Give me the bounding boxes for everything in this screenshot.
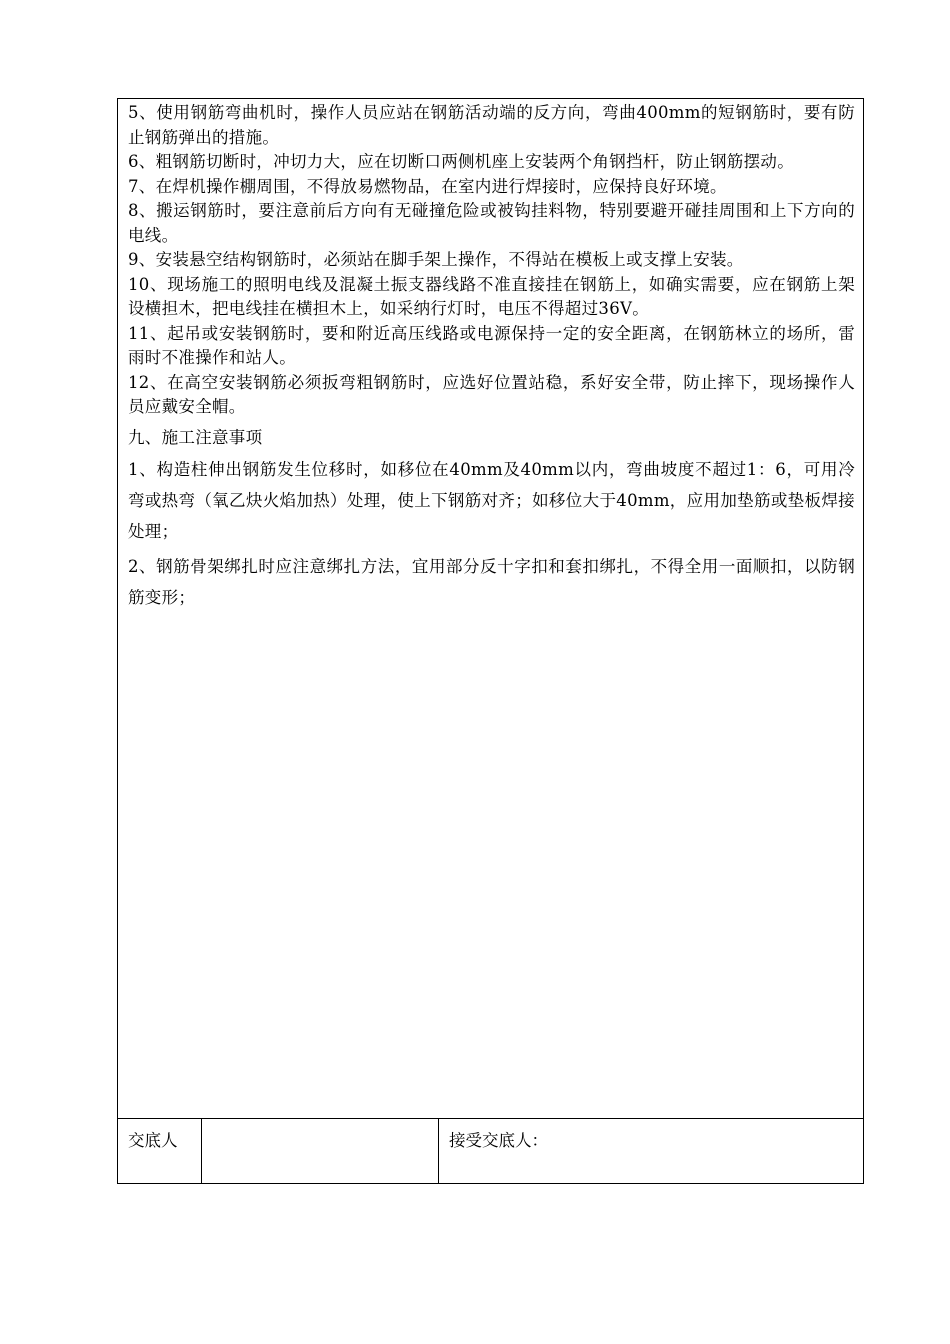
signature-row [118,1119,863,1183]
note-item-1: 1、构造柱伸出钢筋发生位移时，如移位在40mm及40mm以内，弯曲坡度不超过1：6，可用冷弯或热弯（氧乙炔火焰加热）处理，使上下钢筋对齐；如移位大于40mm，应用加垫筋或垫板焊接处理； [128,459,855,541]
handover-form-table [117,98,864,1184]
receiver-person-field[interactable]: 接受交底人： [449,1131,548,1150]
safety-item-7: 7、在焊机操作棚周围，不得放易燃物品，在室内进行焊接时，应保持良好环境。 [128,176,727,196]
note-item-2: 2、钢筋骨架绑扎时应注意绑扎方法，宜用部分反十字扣和套扣绑扎，不得全用一面顺扣，以防钢筋变形； [128,556,855,607]
safety-item-9: 9、安装悬空结构钢筋时，必须站在脚手架上操作，不得站在模板上或支撑上安装。 [128,250,744,269]
safety-item-11: 11、起吊或安装钢筋时，要和附近高压线路或电源保持一定的安全距离，在钢筋林立的场所，雷雨时不准操作和站人。 [128,323,855,367]
handover-person-label: 交底人 [118,1119,202,1183]
safety-item-12: 12、在高空安装钢筋必须扳弯粗钢筋时，应选好位置站稳，系好安全带，防止摔下，现场操作人员应戴安全帽。 [128,372,855,416]
handover-person-field[interactable] [202,1119,439,1183]
safety-item-5: 5、使用钢筋弯曲机时，操作人员应站在钢筋活动端的反方向，弯曲400mm的短钢筋时，要有防止钢筋弹出的措施。 [128,103,855,147]
section-title: 九、施工注意事项 [128,427,263,447]
safety-item-6: 6、粗钢筋切断时，冲切力大，应在切断口两侧机座上安装两个角钢挡杆，防止钢筋摆动。 [128,152,794,171]
content-cell [118,99,863,1119]
safety-item-10: 10、现场施工的照明电线及混凝土振支器线路不准直接挂在钢筋上，如确实需要，应在钢筋上架设横担木，把电线挂在横担木上，如采纳行灯时，电压不得超过36V。 [128,274,855,318]
safety-item-8: 8、搬运钢筋时，要注意前后方向有无碰撞危险或被钩挂料物，特别要避开碰挂周围和上下方向的电线。 [128,201,855,245]
